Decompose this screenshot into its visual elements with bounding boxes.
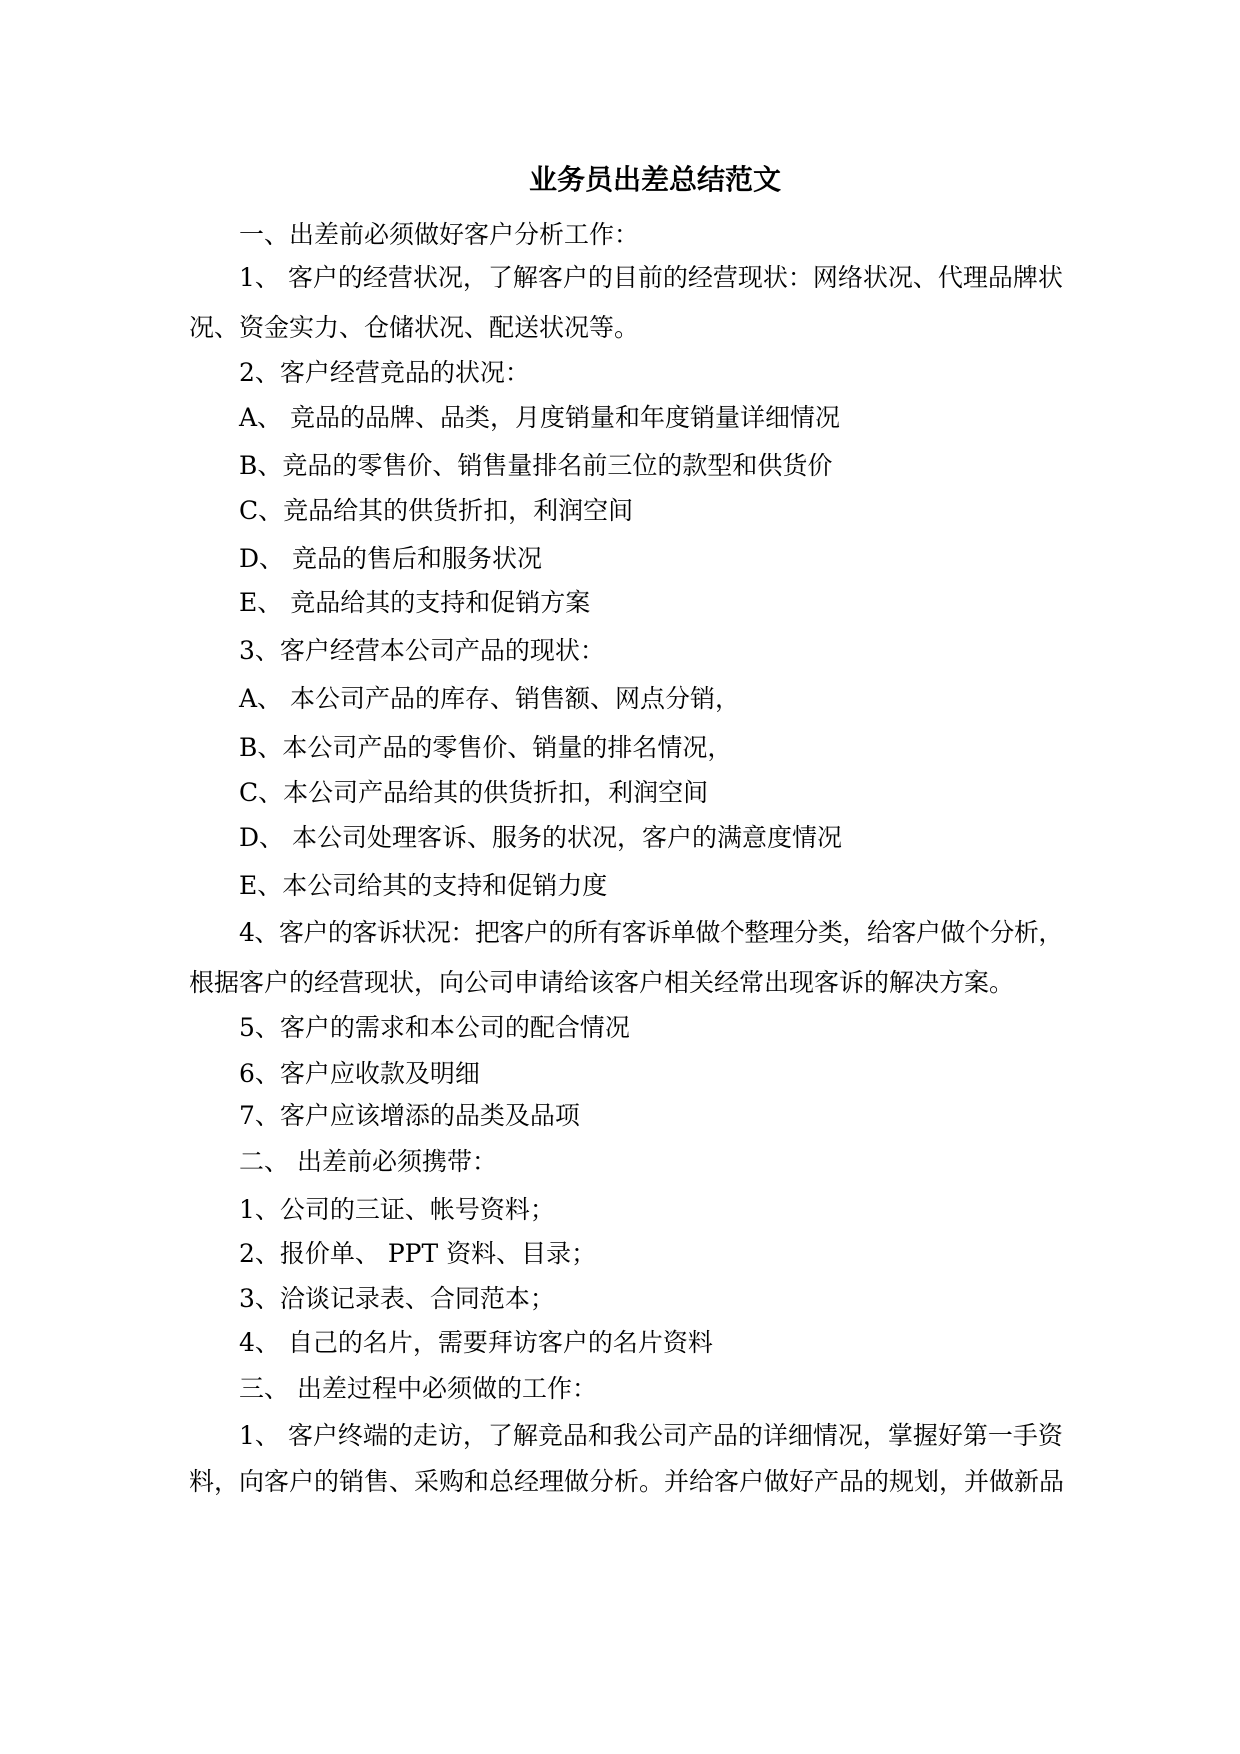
list-item: 1、公司的三证、帐号资料； [239,1195,555,1224]
paragraph-continuation: 料，向客户的销售、采购和总经理做分析。并给客户做好产品的规划，并做新品 [189,1467,1065,1496]
sub-list-item: C、本公司产品给其的供货折扣，利润空间 [239,778,709,807]
list-item: 4、客户的客诉状况：把客户的所有客诉单做个整理分类，给客户做个分析， [239,918,1063,947]
section-heading-2: 二、 出差前必须携带： [239,1147,497,1176]
sub-list-item: D、 竞品的售后和服务状况 [239,544,542,573]
sub-list-item: B、本公司产品的零售价、销量的排名情况， [239,733,733,762]
sub-list-item: A、 本公司产品的库存、销售额、网点分销， [239,684,741,713]
sub-list-item: E、本公司给其的支持和促销力度 [239,871,608,900]
list-item: 5、客户的需求和本公司的配合情况 [239,1013,630,1042]
list-item: 3、洽谈记录表、合同范本； [239,1284,555,1313]
document-title: 业务员出差总结范文 [528,163,781,196]
list-item: 3、客户经营本公司产品的现状： [239,636,605,665]
paragraph-continuation: 况、资金实力、仓储状况、配送状况等。 [189,313,640,342]
sub-list-item: D、 本公司处理客诉、服务的状况，客户的满意度情况 [239,823,842,852]
list-item: 7、客户应该增添的品类及品项 [239,1101,580,1130]
sub-list-item: A、 竞品的品牌、品类，月度销量和年度销量详细情况 [239,403,841,432]
list-item: 2、报价单、 PPT 资料、目录； [239,1239,597,1268]
section-heading-3: 三、 出差过程中必须做的工作： [239,1374,597,1403]
section-heading-1: 一、出差前必须做好客户分析工作： [239,220,640,249]
list-item: 4、 自己的名片，需要拜访客户的名片资料 [239,1328,713,1357]
sub-list-item: E、 竞品给其的支持和促销方案 [239,588,591,617]
list-item: 1、 客户终端的走访，了解竞品和我公司产品的详细情况，掌握好第一手资 [239,1421,1063,1450]
sub-list-item: B、竞品的零售价、销售量排名前三位的款型和供货价 [239,451,833,480]
list-item: 6、客户应收款及明细 [239,1059,480,1088]
list-item: 2、客户经营竞品的状况： [239,358,530,387]
list-item: 1、 客户的经营状况，了解客户的目前的经营现状：网络状况、代理品牌状 [239,263,1063,292]
paragraph-continuation: 根据客户的经营现状，向公司申请给该客户相关经常出现客诉的解决方案。 [189,968,1015,997]
sub-list-item: C、竞品给其的供货折扣，利润空间 [239,496,634,525]
